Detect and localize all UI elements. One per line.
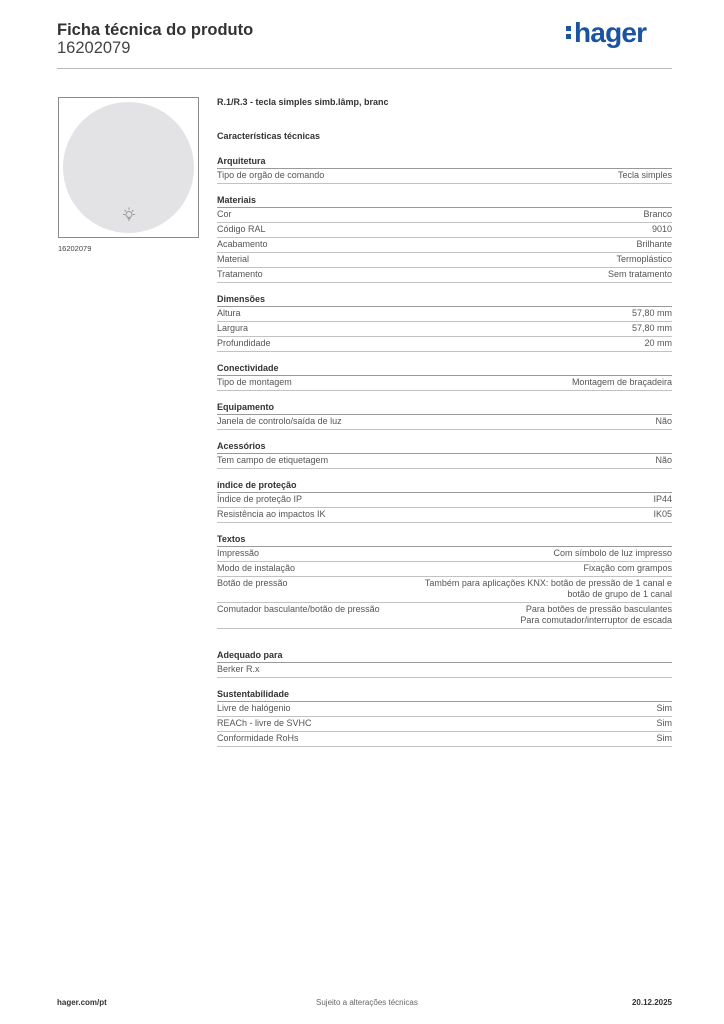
- spec-label: Índice de proteção IP: [217, 494, 303, 504]
- spec-row: [217, 238, 672, 253]
- document-title: Ficha técnica do produto: [57, 21, 254, 39]
- spec-value: IP44: [653, 494, 672, 504]
- spec-section: [217, 362, 672, 391]
- spec-row: [217, 376, 672, 391]
- spec-label: Tipo de montagem: [217, 377, 292, 387]
- logo-dots-icon: [566, 23, 572, 42]
- light-bulb-icon: [121, 206, 137, 222]
- specifications: [217, 97, 672, 747]
- section-title: Acessórios: [217, 440, 672, 454]
- spec-label: Berker R.x: [217, 664, 260, 674]
- spec-value: Para botões de pressão basculantes Para comutador/interruptor de escada: [520, 604, 672, 625]
- spec-label: Modo de instalação: [217, 563, 296, 573]
- spec-row: [217, 493, 672, 508]
- spec-label: Material: [217, 254, 250, 264]
- spec-row: [217, 169, 672, 184]
- spec-value: Não: [655, 455, 672, 465]
- spec-section: [217, 401, 672, 430]
- spec-section: [217, 649, 672, 678]
- spec-value: Sim: [656, 733, 672, 743]
- spec-label: Profundidade: [217, 338, 271, 348]
- spec-section: [217, 155, 672, 184]
- spec-row: [217, 508, 672, 523]
- spec-value: 57,80 mm: [631, 308, 672, 318]
- spec-row: [217, 337, 672, 352]
- spec-label: Largura: [217, 323, 249, 333]
- spec-label: Tratamento: [217, 269, 263, 279]
- spec-label: Tipo de orgão de comando: [217, 170, 325, 180]
- section-title: Adequado para: [217, 649, 672, 663]
- spec-label: Impressão: [217, 548, 260, 558]
- product-image: [58, 97, 199, 238]
- spec-label: Conformidade RoHs: [217, 733, 299, 743]
- spec-row: [217, 454, 672, 469]
- spec-label: Livre de halógenio: [217, 703, 291, 713]
- spec-value: Fixação com grampos: [583, 563, 672, 573]
- spec-row: [217, 547, 672, 562]
- spec-value: Também para aplicações KNX: botão de pressão de 1 canal e botão de grupo de 1 canal: [424, 578, 672, 599]
- spec-row: [217, 268, 672, 283]
- spec-row: [217, 322, 672, 337]
- spec-value: Não: [655, 416, 672, 426]
- spec-section: [217, 688, 672, 747]
- spec-value: Sem tratamento: [607, 269, 672, 279]
- section-title: Sustentabilidade: [217, 688, 672, 702]
- hager-logo: [566, 17, 646, 49]
- spec-value: Sim: [656, 718, 672, 728]
- section-title: índice de proteção: [217, 479, 672, 493]
- spec-row: [217, 223, 672, 238]
- footer-website[interactable]: hager.com/pt: [57, 998, 107, 1007]
- spec-label: Resistência ao impactos IK: [217, 509, 326, 519]
- spec-row: [217, 717, 672, 732]
- intro-heading: Características técnicas: [217, 131, 321, 141]
- spec-label: Acabamento: [217, 239, 268, 249]
- spec-row: [217, 562, 672, 577]
- spec-value: Montagem de braçadeira: [571, 377, 672, 387]
- spec-label: Código RAL: [217, 224, 266, 234]
- spec-value: Branco: [643, 209, 672, 219]
- spec-row: [217, 577, 672, 603]
- spec-label: Tem campo de etiquetagem: [217, 455, 329, 465]
- spec-value: Brilhante: [636, 239, 672, 249]
- footer-note: Sujeito a alterações técnicas: [316, 998, 418, 1007]
- spec-value: Com símbolo de luz impresso: [553, 548, 672, 558]
- spec-row: [217, 663, 672, 678]
- spec-value: Tecla simples: [617, 170, 672, 180]
- spec-section: [217, 533, 672, 629]
- spec-label: Comutador basculante/botão de pressão: [217, 604, 380, 614]
- logo-text: hager: [574, 17, 647, 48]
- section-title: Materiais: [217, 194, 672, 208]
- spec-label: Janela de controlo/saída de luz: [217, 416, 342, 426]
- image-caption: 16202079: [58, 244, 92, 253]
- section-title: Equipamento: [217, 401, 672, 415]
- header-rule: [57, 68, 672, 69]
- spec-label: Altura: [217, 308, 241, 318]
- spec-value: 20 mm: [644, 338, 672, 348]
- section-title: Arquitetura: [217, 155, 672, 169]
- product-title: R.1/R.3 - tecla simples simb.lâmp, branc: [217, 97, 389, 107]
- footer-date: 20.12.2025: [631, 998, 672, 1007]
- spec-value: IK05: [653, 509, 672, 519]
- spec-label: Cor: [217, 209, 232, 219]
- spec-row: [217, 253, 672, 268]
- spec-row: [217, 702, 672, 717]
- spec-section: [217, 293, 672, 352]
- spec-row: [217, 415, 672, 430]
- spec-label: Botão de pressão: [217, 578, 288, 588]
- spec-row: [217, 603, 672, 629]
- switch-key-disc: [63, 102, 194, 233]
- spec-row: [217, 208, 672, 223]
- section-title: Conectividade: [217, 362, 672, 376]
- product-code: 16202079: [57, 39, 131, 57]
- section-title: Textos: [217, 533, 672, 547]
- spec-value: 57,80 mm: [631, 323, 672, 333]
- spec-section: [217, 479, 672, 523]
- spec-section: [217, 194, 672, 283]
- spec-row: [217, 307, 672, 322]
- section-title: Dimensões: [217, 293, 672, 307]
- spec-section: [217, 440, 672, 469]
- spec-label: REACh - livre de SVHC: [217, 718, 312, 728]
- spec-value: Sim: [656, 703, 672, 713]
- spec-row: [217, 732, 672, 747]
- spec-value: 9010: [651, 224, 672, 234]
- spec-value: Termoplástico: [616, 254, 672, 264]
